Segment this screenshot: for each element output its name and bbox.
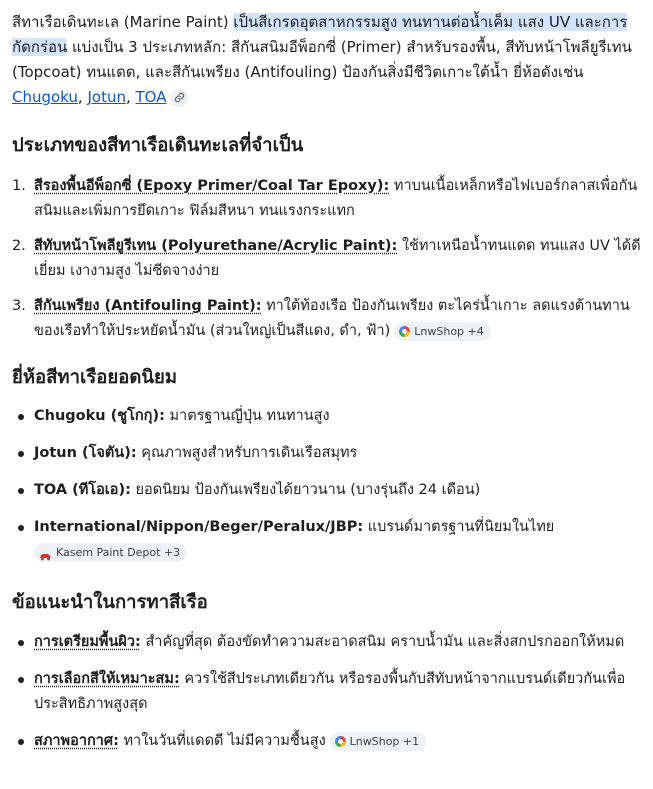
item-text: คุณภาพสูงสำหรับการเดินเรือสมุทร [136,445,358,461]
bullet [18,677,24,683]
item-text: มาตรฐานญี่ปุ่น ทนทานสูง [164,408,330,424]
source-chip-lnwshop[interactable] [394,322,490,341]
item-text: ทาใต้ท้องเรือ ป้องกันเพรียง ตะไคร่น้ำเกาะ ลดแรงต้านทานของเรือทำให้ประหยัดน้ำมัน (ส่วนใหญ่เป็นสีแดง, ดำ, ฟ้า) [34,298,630,339]
list-item [12,630,644,655]
bullet [18,414,24,420]
bullet [18,451,24,457]
section-heading-types: ประเภทของสีทาเรือเดินทะเลที่จำเป็น [12,135,304,156]
list-number: 3. [12,298,26,314]
link-icon[interactable] [170,89,188,107]
item-text: ยอดนิยม ป้องกันเพรียงได้ยาวนาน (บางรุ่นถึง 24 เดือน) [130,482,481,498]
google-icon [399,326,410,337]
source-chip-kasem[interactable] [34,543,187,562]
link-jotun[interactable]: Jotun [87,88,126,106]
item-text: ทาบนเนื้อเหล็กหรือไฟเบอร์กลาสเพื่อกันสนิมและเพิ่มการยึดเกาะ ฟิล์มสีหนา ทนแรงกระแทก [34,178,638,219]
intro-highlight[interactable]: เป็นสีเกรดอุตสาหกรรมสูง ทนทานต่อน้ำเค็ม แสง UV และการกัดกร่อน [12,13,628,56]
item-text: สำคัญที่สุด ต้องขัดทำความสะอาดสนิม คราบน้ำมัน และสิ่งสกปรกออกให้หมด [140,634,625,650]
list-item [12,441,644,466]
link-separator: , [125,88,136,106]
item-text: แบรนด์มาตรฐานที่นิยมในไทย [363,519,555,535]
list-item [12,234,644,284]
list-number: 1. [12,178,26,194]
item-term[interactable]: สีทับหน้าโพลียูรีเทน (Polyurethane/Acrylic Paint): [34,238,398,254]
list-item [12,174,644,224]
car-icon [39,548,52,557]
item-term[interactable]: การเลือกสีให้เหมาะสม: [34,671,180,687]
item-term: TOA (ทีโอเอ): [34,482,131,498]
chip-label: LnwShop +1 [349,734,420,748]
intro-paragraph [12,10,644,110]
list-number: 2. [12,238,26,254]
item-term[interactable]: การเตรียมพื้นผิว: [34,634,141,650]
list-item [12,404,644,429]
section-heading-tips: ข้อแนะนำในการทาสีเรือ [12,592,208,613]
list-item [12,729,644,754]
list-item [12,515,644,565]
bullet [18,488,24,494]
link-toa[interactable]: TOA [135,88,167,106]
item-term: Jotun (โจตัน): [34,445,137,461]
item-term: International/Nippon/Beger/Peralux/JBP: [34,519,364,535]
item-term[interactable]: สีรองพื้นอีพ็อกซี่ (Epoxy Primer/Coal Tar Epoxy): [34,178,390,194]
bullet [18,525,24,531]
answer-content [12,10,644,749]
google-icon [335,736,346,747]
intro-rest: แบ่งเป็น 3 ประเภทหลัก: สีกันสนิมอีพ็อกซี่ (Primer) สำหรับรองพื้น, สีทับหน้าโพลียูรีเทน (Topcoat) ทนแดด, และสีกันเพรียง (Antifouling) ป้องกันสิ่งมีชีวิตเกาะใต้น้ำ ยี่ห้อดังเช่น [12,38,632,81]
item-text: ควรใช้สีประเภทเดียวกัน หรือรองพื้นกับสีทับหน้าจากแบรนด์เดียวกันเพื่อประสิทธิภาพสูงสุด [34,671,626,712]
list-item [12,478,644,503]
brands-list [12,404,644,565]
list-item [12,294,644,344]
intro-lead: สีทาเรือเดินทะเล (Marine Paint) [12,13,234,31]
source-chip-lnwshop[interactable] [330,732,426,751]
link-chugoku[interactable]: Chugoku [12,88,78,106]
bullet [18,640,24,646]
chip-label: LnwShop +4 [414,324,484,338]
bullet [18,739,24,745]
item-text: ใช้ทาเหนือน้ำทนแดด ทนแสง UV ได้ดีเยี่ยม เงางามสูง ไม่ซีดจางง่าย [34,238,641,279]
tips-list [12,630,644,754]
paint-types-list [12,174,644,344]
item-term: Chugoku (ชูโกกุ): [34,408,165,424]
link-separator: , [77,88,88,106]
item-term[interactable]: สีกันเพรียง (Antifouling Paint): [34,298,262,314]
item-term[interactable]: สภาพอากาศ: [34,733,119,749]
list-item [12,667,644,717]
chip-label: Kasem Paint Depot +3 [56,545,181,559]
item-text: ทาในวันที่แดดดี ไม่มีความชื้นสูง [118,733,326,749]
section-heading-brands: ยี่ห้อสีทาเรือยอดนิยม [12,367,178,388]
